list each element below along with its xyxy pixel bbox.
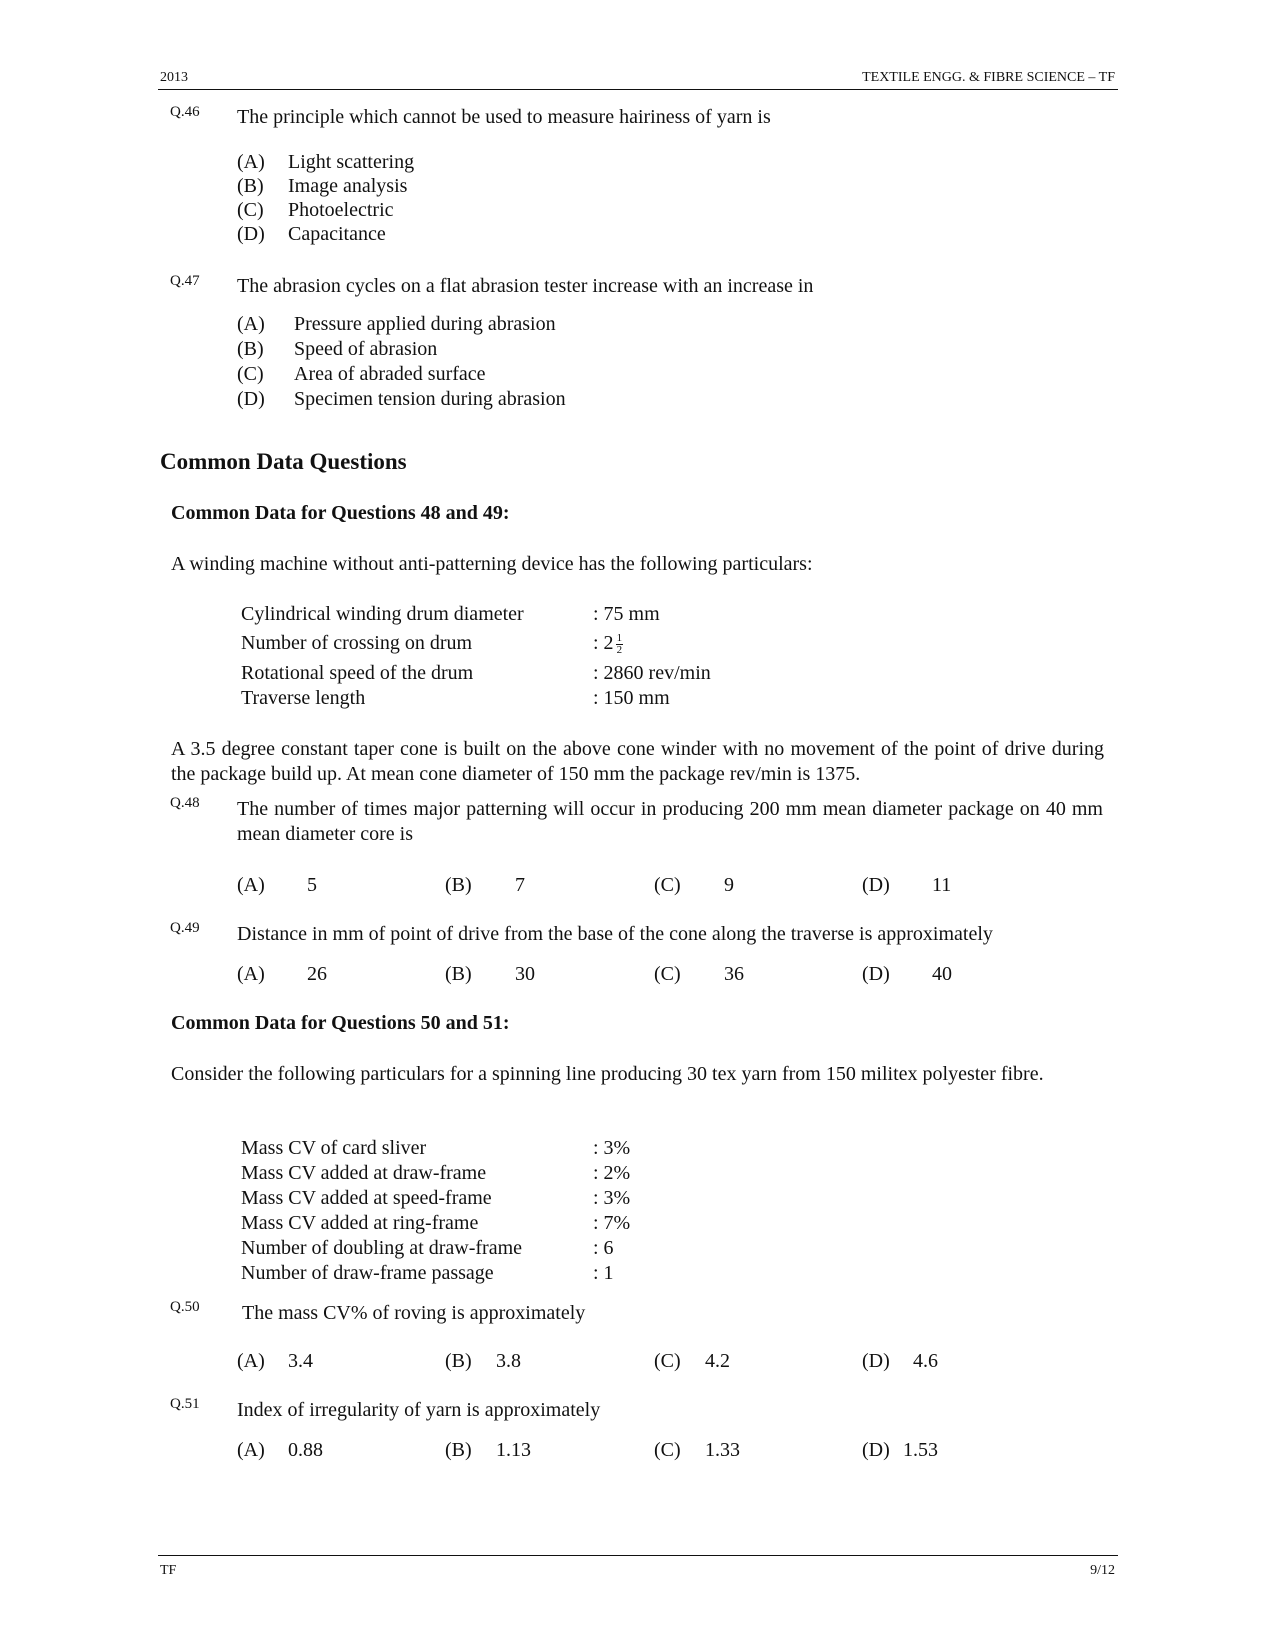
header-title: TEXTILE ENGG. & FIBRE SCIENCE – TF	[862, 70, 1115, 85]
option-text: Photoelectric	[288, 199, 394, 221]
cd1-title: Common Data for Questions 48 and 49:	[171, 502, 510, 524]
q50-number: Q.50	[170, 1299, 200, 1315]
option-label: (D)	[862, 1439, 890, 1461]
option-label: (B)	[445, 1439, 472, 1461]
q49-option-d	[862, 962, 952, 987]
cd2-title: Common Data for Questions 50 and 51:	[171, 1012, 510, 1034]
option-label: (C)	[654, 1350, 681, 1372]
option-label: (B)	[445, 1350, 472, 1372]
option-label: (D)	[862, 874, 890, 896]
option-text: 36	[724, 963, 744, 985]
option-label: (A)	[237, 1350, 265, 1372]
q46-option-b	[237, 174, 407, 199]
option-text: 0.88	[288, 1439, 323, 1461]
fraction-numerator: 1	[616, 631, 623, 644]
q50-option-a	[237, 1349, 313, 1374]
q48-option-b	[445, 873, 525, 898]
option-label: (A)	[237, 874, 265, 896]
footer-rule	[158, 1555, 1118, 1556]
fraction-denominator: 2	[616, 643, 623, 656]
option-text: Light scattering	[288, 151, 415, 173]
crossing-whole: : 2	[593, 632, 614, 654]
option-text: Pressure applied during abrasion	[294, 313, 556, 335]
q47-text: The abrasion cycles on a flat abrasion tester increase with an increase in	[237, 275, 814, 297]
q46-option-c	[237, 198, 394, 223]
cd2-row-value: : 1	[593, 1262, 614, 1284]
footer-code: TF	[160, 1563, 177, 1578]
q49-option-a	[237, 962, 327, 987]
option-label: (A)	[237, 151, 265, 173]
cd2-row-label: Mass CV added at draw-frame	[241, 1162, 487, 1184]
q48-number: Q.48	[170, 795, 200, 811]
cd1-row-value: : 2860 rev/min	[593, 662, 711, 684]
option-text: 3.4	[288, 1350, 313, 1372]
q49-option-c	[654, 962, 744, 987]
option-text: 30	[515, 963, 535, 985]
option-text: Specimen tension during abrasion	[294, 388, 566, 410]
cd1-row-value: : 150 mm	[593, 687, 670, 709]
q46-option-a	[237, 150, 414, 175]
crossing-fraction	[616, 633, 624, 656]
q51-option-b	[445, 1438, 531, 1463]
cd2-row-value: : 2%	[593, 1162, 631, 1184]
option-text: Area of abraded surface	[294, 363, 486, 385]
option-text: 40	[932, 963, 952, 985]
header-year: 2013	[160, 70, 188, 85]
option-label: (B)	[445, 874, 472, 896]
q49-option-b	[445, 962, 535, 987]
q49-number: Q.49	[170, 920, 200, 936]
option-label: (B)	[445, 963, 472, 985]
option-label: (C)	[654, 1439, 681, 1461]
option-text: 26	[307, 963, 327, 985]
option-text: 11	[932, 874, 952, 896]
cd1-row-value: : 75 mm	[593, 603, 660, 625]
q48-option-d	[862, 873, 951, 898]
cd1-intro: A winding machine without anti-patterning device has the following particulars:	[171, 553, 813, 575]
header-rule	[158, 89, 1118, 90]
cd1-paragraph: A 3.5 degree constant taper cone is built on the above cone winder with no movement of the point of drive during the package build up. At mean cone diameter of 150 mm the package rev/min is 1375.	[171, 738, 1104, 785]
q51-text: Index of irregularity of yarn is approximately	[237, 1399, 601, 1421]
q51-option-c	[654, 1438, 740, 1463]
option-label: (D)	[237, 388, 265, 410]
option-label: (A)	[237, 313, 265, 335]
q47-option-a	[237, 312, 556, 337]
option-text: Capacitance	[288, 223, 386, 245]
option-text: 4.6	[913, 1350, 938, 1372]
option-label: (D)	[237, 223, 265, 245]
q46-option-d	[237, 222, 386, 247]
cd2-row-value: : 6	[593, 1237, 614, 1259]
q47-option-d	[237, 387, 566, 412]
option-label: (D)	[862, 1350, 890, 1372]
q47-number: Q.47	[170, 273, 200, 289]
q47-option-c	[237, 362, 486, 387]
q51-option-a	[237, 1438, 323, 1463]
cd2-row-value: : 3%	[593, 1187, 631, 1209]
q50-option-d	[862, 1349, 938, 1374]
cd2-row-label: Mass CV of card sliver	[241, 1137, 427, 1159]
cd2-row-label: Number of doubling at draw-frame	[241, 1237, 523, 1259]
option-text: 1.53	[903, 1439, 938, 1461]
option-label: (C)	[654, 874, 681, 896]
option-label: (D)	[862, 963, 890, 985]
q51-number: Q.51	[170, 1396, 200, 1412]
option-text: 3.8	[496, 1350, 521, 1372]
q48-text: The number of times major patterning will occur in producing 200 mm mean diameter package on 40 mm mean diameter core is	[237, 798, 1103, 845]
cd2-row-label: Mass CV added at ring-frame	[241, 1212, 479, 1234]
q50-option-b	[445, 1349, 521, 1374]
cd1-row-label: Cylindrical winding drum diameter	[241, 603, 524, 625]
cd2-row-label: Number of draw-frame passage	[241, 1262, 494, 1284]
option-label: (B)	[237, 175, 264, 197]
q48-option-a	[237, 873, 317, 898]
q50-option-c	[654, 1349, 730, 1374]
q46-number: Q.46	[170, 104, 200, 120]
cd2-row-value: : 3%	[593, 1137, 631, 1159]
option-text: 1.33	[705, 1439, 740, 1461]
option-label: (A)	[237, 963, 265, 985]
option-label: (C)	[654, 963, 681, 985]
cd2-row-value: : 7%	[593, 1212, 631, 1234]
option-text: 1.13	[496, 1439, 531, 1461]
option-label: (C)	[237, 199, 264, 221]
option-text: 5	[307, 874, 317, 896]
option-text: Image analysis	[288, 175, 408, 197]
q48-option-c	[654, 873, 734, 898]
q47-option-b	[237, 337, 437, 362]
option-text: 9	[724, 874, 734, 896]
cd1-row-value	[593, 631, 623, 656]
cd1-row-label: Rotational speed of the drum	[241, 662, 474, 684]
q51-option-d	[862, 1438, 938, 1463]
section-title: Common Data Questions	[160, 449, 407, 474]
option-text: 4.2	[705, 1350, 730, 1372]
option-label: (B)	[237, 338, 264, 360]
page-number: 9/12	[1090, 1563, 1115, 1578]
q46-text: The principle which cannot be used to measure hairiness of yarn is	[237, 106, 771, 128]
cd2-row-label: Mass CV added at speed-frame	[241, 1187, 492, 1209]
cd1-row-label: Traverse length	[241, 687, 366, 709]
option-label: (A)	[237, 1439, 265, 1461]
option-text: Speed of abrasion	[294, 338, 438, 360]
q50-text: The mass CV% of roving is approximately	[242, 1302, 586, 1324]
cd1-row-label: Number of crossing on drum	[241, 632, 473, 654]
option-label: (C)	[237, 363, 264, 385]
option-text: 7	[515, 874, 525, 896]
q49-text: Distance in mm of point of drive from the base of the cone along the traverse is approximately	[237, 923, 993, 945]
cd2-intro: Consider the following particulars for a spinning line producing 30 tex yarn from 150 militex polyester fibre.	[171, 1063, 1044, 1085]
